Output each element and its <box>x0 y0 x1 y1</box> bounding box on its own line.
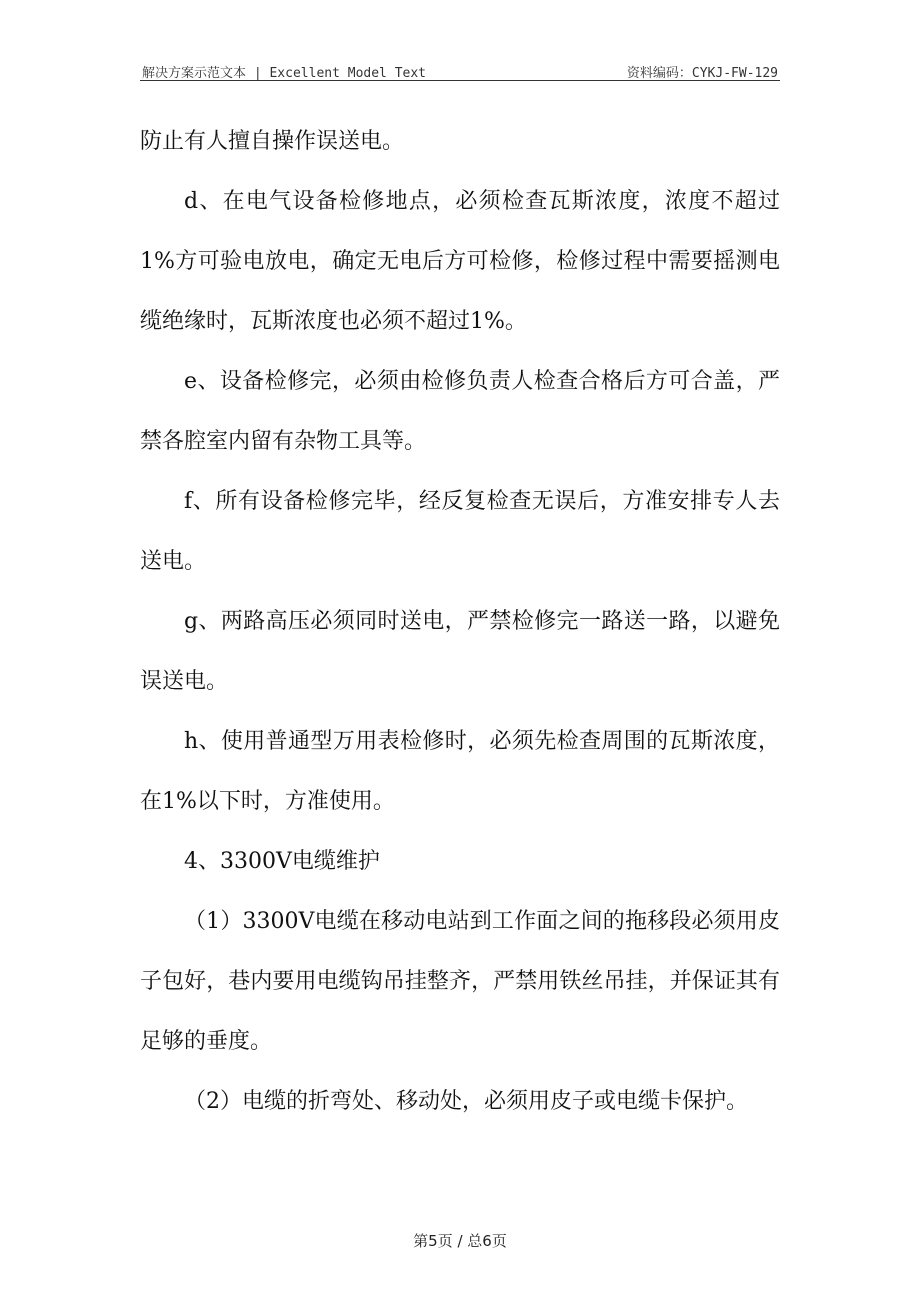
paragraph-continuation: 防止有人擅自操作误送电。 <box>140 129 405 154</box>
page-footer <box>0 1230 920 1251</box>
paragraph-item-g: g、两路高压必须同时送电，严禁检修完一路送一路，以避免误送电。 <box>140 609 780 694</box>
page-number: 第5页 / 总6页 <box>413 1232 507 1250</box>
paragraph-item-1: （1）3300V电缆在移动电站到工作面之间的拖移段必须用皮子包好，巷内要用电缆钩吊挂整齐，严禁用铁丝吊挂，并保证其有足够的垂度。 <box>140 909 780 1054</box>
header-document-code: 资料编码：CYKJ-FW-129 <box>626 66 778 81</box>
paragraph-item-d: d、在电气设备检修地点，必须检查瓦斯浓度，浓度不超过1%方可验电放电，确定无电后方可检修，检修过程中需要摇测电缆绝缘时，瓦斯浓度也必须不超过1%。 <box>140 189 780 334</box>
paragraph-item-e: e、设备检修完，必须由检修负责人检查合格后方可合盖，严禁各腔室内留有杂物工具等。 <box>140 369 780 454</box>
section-heading: 4、3300V电缆维护 <box>184 849 380 874</box>
paragraph-item-f: f、所有设备检修完毕，经反复检查无误后，方准安排专人去送电。 <box>140 489 780 574</box>
paragraph-item-2: （2）电缆的折弯处、移动处，必须用皮子或电缆卡保护。 <box>184 1089 748 1114</box>
page-header <box>140 58 780 81</box>
header-title: 解决方案示范文本 | Excellent Model Text <box>142 66 427 81</box>
document-body <box>140 112 780 1132</box>
paragraph-item-h: h、使用普通型万用表检修时，必须先检查周围的瓦斯浓度，在1%以下时，方准使用。 <box>140 729 780 814</box>
